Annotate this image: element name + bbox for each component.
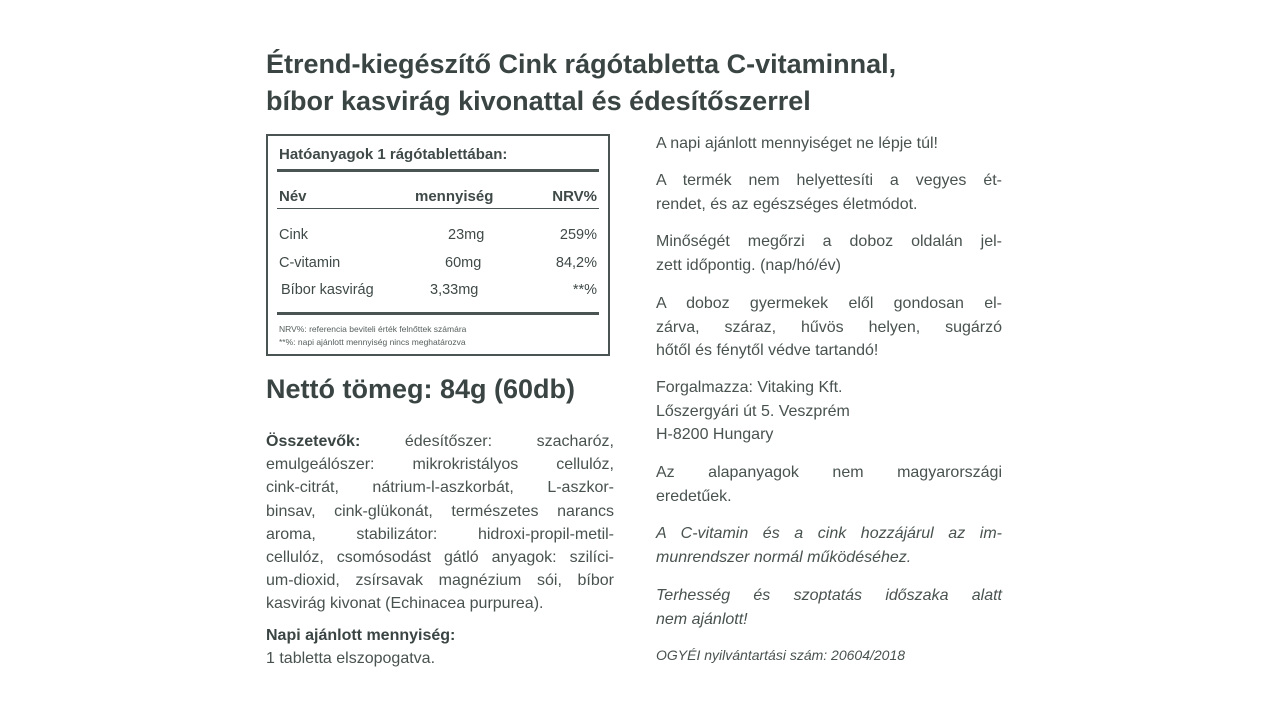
product-title xyxy=(266,46,1026,120)
note-best-before xyxy=(656,230,1002,277)
daily-dose-value: 1 tabletta elszopogatva. xyxy=(266,650,436,667)
note-origin xyxy=(656,461,1002,508)
text-line: zárva, száraz, hűvös helyen, sugárzó xyxy=(656,318,1002,336)
ingredients-line: édesítőszer: szacharóz, xyxy=(360,433,614,450)
table-rule xyxy=(277,208,599,209)
text-line: A termék nem helyettesíti a vegyes ét- xyxy=(656,172,1002,189)
text-line: eredetűek. xyxy=(656,487,732,505)
text-line: hőtől és fénytől védve tartandó! xyxy=(656,342,879,359)
table-rule xyxy=(277,312,599,315)
text-line: A napi ajánlott mennyiséget ne lépje túl! xyxy=(656,135,938,152)
row-amount: 23mg xyxy=(448,227,485,243)
column-header-name: Név xyxy=(279,188,307,205)
row-amount: 60mg xyxy=(445,255,482,271)
note-storage xyxy=(656,292,1002,363)
ingredients-line: emulgeálószer: mikrokristályos cellulóz, xyxy=(266,456,614,474)
row-name: Cink xyxy=(279,227,309,243)
ingredients-label: Összetevők: xyxy=(266,433,361,450)
row-amount: 3,33mg xyxy=(430,282,479,298)
nutrition-heading: Hatóanyagok 1 rágótablettában: xyxy=(279,146,508,163)
ingredients-line: cink-citrát, nátrium-l-aszkorbát, L-aszkor- xyxy=(266,479,614,497)
distributor-address xyxy=(656,376,1002,447)
text-line: A doboz gyermekek elől gondosan el- xyxy=(656,295,1002,312)
text-line: munrendszer normál működéséhez. xyxy=(656,548,912,566)
text-line: Minőségét megőrzi a doboz oldalán jel- xyxy=(656,233,1002,250)
text-line: Lőszergyári út 5. Veszprém xyxy=(656,402,850,420)
row-name: Bíbor kasvirág xyxy=(281,282,374,298)
row-nrv: **% xyxy=(572,282,597,298)
title-line-1: Étrend-kiegészítő Cink rágótabletta C-vitaminnal, xyxy=(266,49,897,79)
text-line: rendet, és az egészséges életmódot. xyxy=(656,195,918,213)
row-nrv: 259% xyxy=(559,227,597,243)
text-line: Az alapanyagok nem magyarországi xyxy=(656,464,1002,481)
ingredients-line: kasvirág kivonat (Echinacea purpurea). xyxy=(266,595,544,613)
daily-dose-label: Napi ajánlott mennyiség: xyxy=(266,627,456,644)
net-weight: Nettó tömeg: 84g (60db) xyxy=(266,374,576,404)
ingredients-paragraph xyxy=(266,430,614,616)
note-diet xyxy=(656,169,1002,216)
text-line: Forgalmazza: Vitaking Kft. xyxy=(656,379,843,396)
pregnancy-warning xyxy=(656,584,1002,631)
text-line: nem ajánlott! xyxy=(656,610,748,628)
warning-max-dose xyxy=(656,132,1002,156)
health-claim xyxy=(656,522,1002,569)
row-name: C-vitamin xyxy=(279,255,341,271)
ingredients-line: cellulóz, csomósodást gátló anyagok: szilíci- xyxy=(266,549,614,567)
ingredients-line: binsav, cink-glükonát, természetes narancs xyxy=(266,502,614,520)
daily-dose xyxy=(266,624,455,670)
text-line: H-8200 Hungary xyxy=(656,426,774,443)
footnote-nrv: NRV%: referencia beviteli érték felnőttek számára xyxy=(279,324,467,334)
text-line: Terhesség és szoptatás időszaka alatt xyxy=(656,587,1002,604)
ingredients-line: aroma, stabilizátor: hidroxi-propil-metil- xyxy=(266,525,614,543)
column-header-amount: mennyiség xyxy=(415,188,494,205)
row-nrv: 84,2% xyxy=(555,255,597,271)
registration-number: OGYÉI nyilvántartási szám: 20604/2018 xyxy=(656,647,906,663)
nutrition-table xyxy=(266,134,610,356)
title-line-2: bíbor kasvirág kivonattal és édesítőszerrel xyxy=(266,86,811,116)
text-line: zett időpontig. (nap/hó/év) xyxy=(656,256,842,274)
column-header-nrv: NRV% xyxy=(552,188,597,205)
table-rule xyxy=(277,169,599,172)
text-line: A C-vitamin és a cink hozzájárul az im- xyxy=(656,525,1002,542)
footnote-undefined: **%: napi ajánlott mennyiség nincs meghatározva xyxy=(279,337,466,347)
ingredients-line: um-dioxid, zsírsavak magnézium sói, bíbor xyxy=(266,572,614,590)
